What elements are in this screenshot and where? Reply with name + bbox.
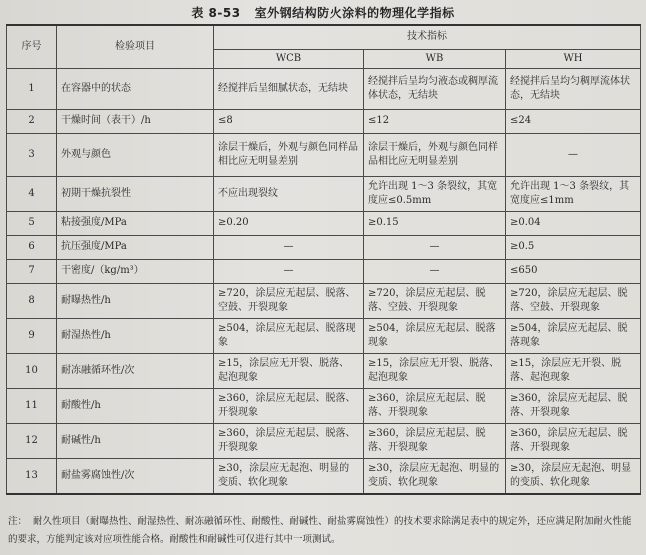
row-wb: 经搅拌后呈均匀液态或稠厚流体状态，无结块	[364, 69, 506, 110]
row-wh: ≥720，涂层应无起层、脱落、空鼓、开裂现象	[506, 284, 641, 319]
row-item: 耐曝热性/h	[57, 284, 214, 319]
row-wh: —	[506, 134, 641, 177]
row-wh: ≥30，涂层应无起泡、明显的变质、软化现象	[506, 459, 641, 495]
table-row	[7, 134, 641, 177]
row-no: 8	[7, 284, 57, 319]
row-wcb: ≥360，涂层应无起层、脱落、开裂现象	[214, 389, 364, 424]
row-wcb: ≥30，涂层应无起泡、明显的变质、软化现象	[214, 459, 364, 495]
row-wh: ≥0.5	[506, 236, 641, 260]
header-wb: WB	[364, 50, 506, 69]
table-row	[7, 260, 641, 284]
row-item: 外观与颜色	[57, 134, 214, 177]
table-row	[7, 212, 641, 236]
row-wh: ≤24	[506, 110, 641, 134]
row-wcb: 涂层干燥后，外观与颜色同样品相比应无明显差别	[214, 134, 364, 177]
row-wb: ≥0.15	[364, 212, 506, 236]
header-row-1	[7, 25, 641, 50]
table-caption: 室外钢结构防火涂料的物理化学指标	[254, 6, 455, 20]
table-note	[8, 513, 638, 549]
header-tech-spec: 技术指标	[214, 25, 641, 50]
row-wcb: ≥360，涂层应无起层、脱落、开裂现象	[214, 424, 364, 459]
row-wb: ≥504，涂层应无起层、脱落现象	[364, 319, 506, 354]
row-wb: ≥30，涂层应无起泡、明显的变质、软化现象	[364, 459, 506, 495]
header-wh: WH	[506, 50, 641, 69]
row-wb: 涂层干燥后，外观与颜色同样品相比应无明显差别	[364, 134, 506, 177]
row-no: 5	[7, 212, 57, 236]
row-wcb: ≥0.20	[214, 212, 364, 236]
table-title	[0, 4, 646, 20]
table-row	[7, 236, 641, 260]
row-item: 耐酸性/h	[57, 389, 214, 424]
table-number: 表 8-53	[191, 6, 241, 20]
row-item: 粘接强度/MPa	[57, 212, 214, 236]
row-wb: ≤12	[364, 110, 506, 134]
row-item: 耐冻融循环性/次	[57, 354, 214, 389]
row-item: 初期干燥抗裂性	[57, 177, 214, 212]
table-row	[7, 354, 641, 389]
row-item: 耐湿热性/h	[57, 319, 214, 354]
row-item: 抗压强度/MPa	[57, 236, 214, 260]
row-no: 2	[7, 110, 57, 134]
row-wh: ≥15，涂层应无开裂、脱落、起泡现象	[506, 354, 641, 389]
table-row	[7, 177, 641, 212]
row-no: 12	[7, 424, 57, 459]
row-wcb: —	[214, 236, 364, 260]
row-wb: ≥360，涂层应无起层、脱落、开裂现象	[364, 389, 506, 424]
spec-table	[6, 24, 641, 495]
row-no: 1	[7, 69, 57, 110]
row-wb: —	[364, 236, 506, 260]
row-wh: ≥360，涂层应无起层、脱落、开裂现象	[506, 389, 641, 424]
row-wcb: ≤8	[214, 110, 364, 134]
row-item: 耐碱性/h	[57, 424, 214, 459]
row-wcb: —	[214, 260, 364, 284]
row-no: 13	[7, 459, 57, 495]
row-no: 9	[7, 319, 57, 354]
row-wb: 允许出现 1～3 条裂纹，其宽度应≤0.5mm	[364, 177, 506, 212]
row-wcb: ≥15，涂层应无开裂、脱落、起泡现象	[214, 354, 364, 389]
row-wh: ≥360，涂层应无起层、脱落、开裂现象	[506, 424, 641, 459]
note-label: 注：	[8, 516, 28, 527]
table-row	[7, 284, 641, 319]
row-item: 在容器中的状态	[57, 69, 214, 110]
row-no: 7	[7, 260, 57, 284]
row-wcb: ≥720，涂层应无起层、脱落、空鼓、开裂现象	[214, 284, 364, 319]
row-item: 干燥时间（表干）/h	[57, 110, 214, 134]
header-item: 检验项目	[57, 25, 214, 69]
row-wb: ≥720，涂层应无起层、脱落、空鼓、开裂现象	[364, 284, 506, 319]
row-wcb: 经搅拌后呈细腻状态，无结块	[214, 69, 364, 110]
header-wcb: WCB	[214, 50, 364, 69]
row-no: 6	[7, 236, 57, 260]
table-row	[7, 424, 641, 459]
row-wb: ≥360，涂层应无起层、脱落、开裂现象	[364, 424, 506, 459]
row-wb: —	[364, 260, 506, 284]
row-wb: ≥15，涂层应无开裂、脱落、起泡现象	[364, 354, 506, 389]
row-item: 耐盐雾腐蚀性/次	[57, 459, 214, 495]
row-wh: ≤650	[506, 260, 641, 284]
row-no: 10	[7, 354, 57, 389]
row-wcb: 不应出现裂纹	[214, 177, 364, 212]
row-wh: ≥504，涂层应无起层、脱落现象	[506, 319, 641, 354]
table-row	[7, 110, 641, 134]
row-wh: ≥0.04	[506, 212, 641, 236]
row-item: 干密度/（kg/m³）	[57, 260, 214, 284]
note-text: 耐久性项目（耐曝热性、耐湿热性、耐冻融循环性、耐酸性、耐碱性、耐盐雾腐蚀性）的技术要求除满足表中的规定外，还应满足附加耐火性能的要求，方能判定该对应项性能合格。耐酸性和耐碱性可仅进行其中一项测试。	[8, 516, 632, 545]
row-wh: 允许出现 1～3 条裂纹，其宽度应≤1mm	[506, 177, 641, 212]
row-wcb: ≥504，涂层应无起层、脱落现象	[214, 319, 364, 354]
table-row	[7, 69, 641, 110]
table-row	[7, 389, 641, 424]
row-wh: 经搅拌后呈均匀稠厚流体状态，无结块	[506, 69, 641, 110]
row-no: 11	[7, 389, 57, 424]
row-no: 4	[7, 177, 57, 212]
table-row	[7, 459, 641, 495]
table-row	[7, 319, 641, 354]
header-no: 序号	[7, 25, 57, 69]
row-no: 3	[7, 134, 57, 177]
